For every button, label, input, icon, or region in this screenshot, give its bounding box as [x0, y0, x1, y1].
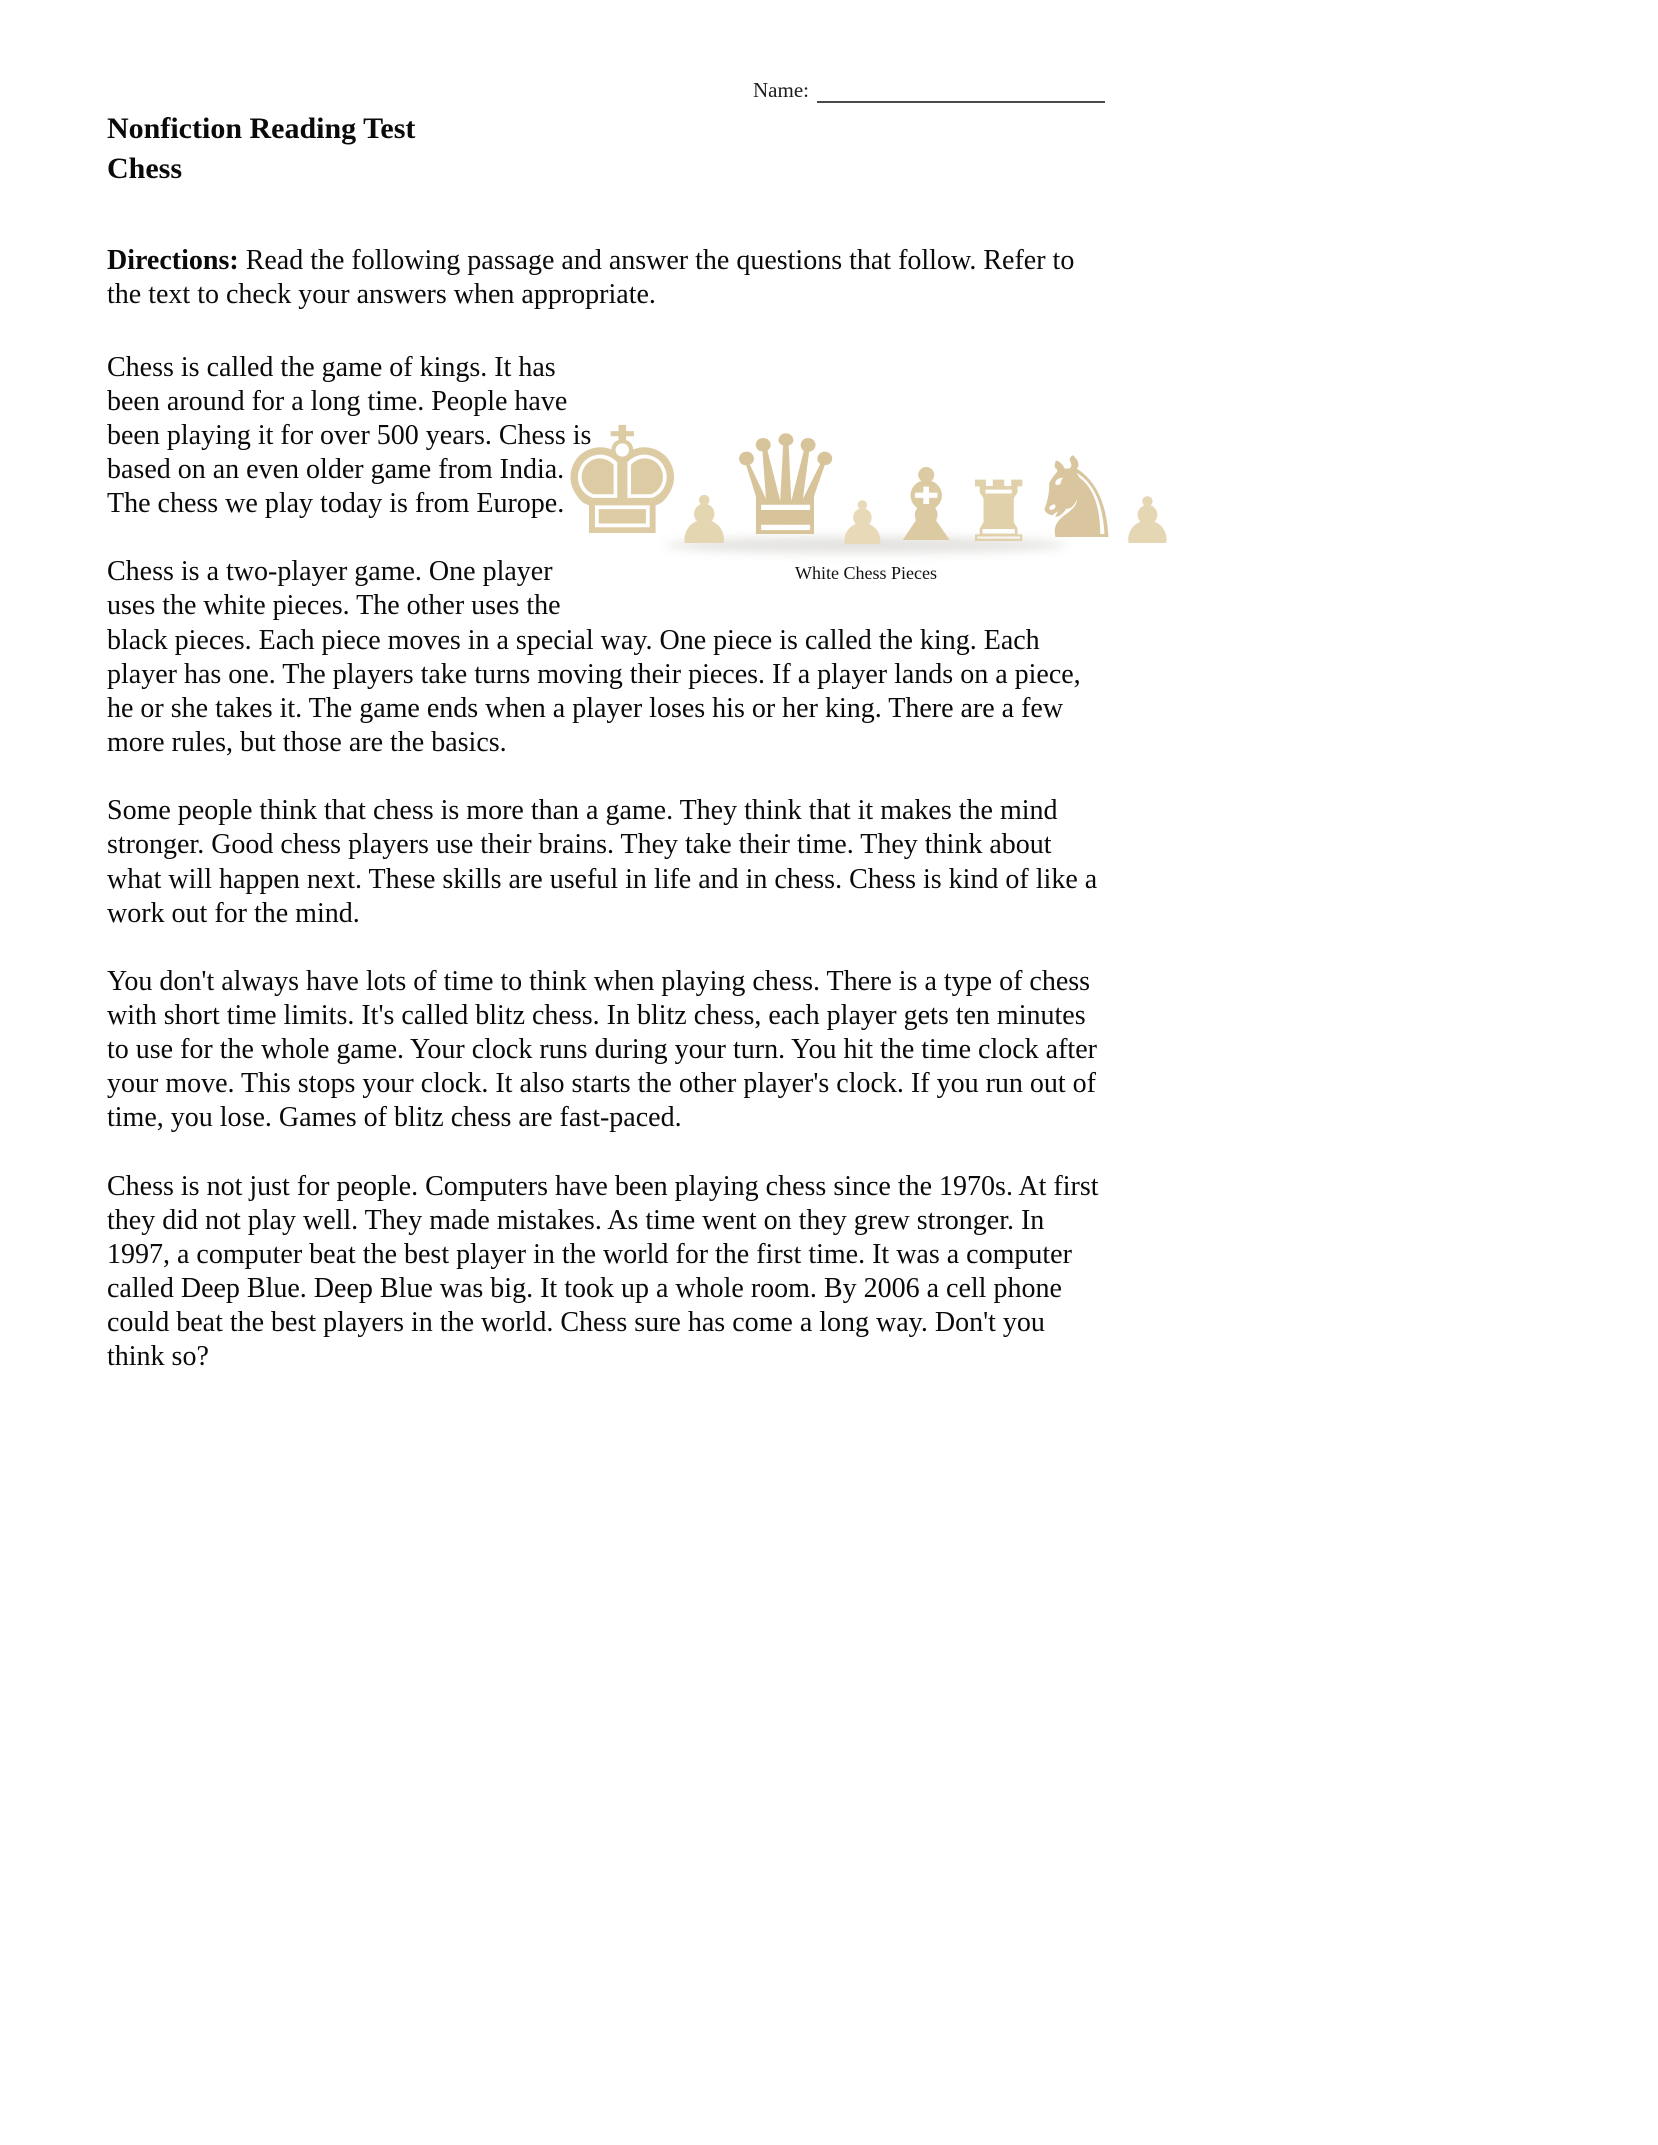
directions-text: Read the following passage and answer the questions that follow. Refer to the text to check your answers when appropriate.: [107, 245, 1075, 311]
directions: [107, 244, 1105, 312]
name-row: [107, 78, 1105, 103]
chess-piece-pawn-icon: ♟: [674, 481, 734, 559]
name-blank-line[interactable]: [817, 83, 1105, 103]
directions-label: Directions:: [107, 245, 239, 277]
title-line-2: Chess: [107, 151, 183, 185]
page-title: [107, 109, 1105, 188]
paragraph-3: Some people think that chess is more than a game. They think that it makes the mind stronger. Good chess players use their brains. They take their time. They think about what will happen next. These skills are useful in life and in chess. Chess is kind of like a work out for the mind.: [107, 795, 1098, 929]
figure-caption: White Chess Pieces: [795, 562, 937, 583]
chess-piece-queen-icon: ♛: [723, 406, 848, 568]
chess-piece-rook-icon: ♜: [960, 462, 1037, 561]
title-line-1: Nonfiction Reading Test: [107, 112, 416, 145]
chess-piece-pawn-icon: ♟: [835, 488, 890, 559]
name-label: Name:: [753, 78, 809, 102]
paragraph-5: Chess is not just for people. Computers have been playing chess since the 1970s. At first they did not play well. They made mistakes. As time went on they grew stronger. In 1997, a computer beat the best player in the world for the first time. It was a computer called Deep Blue. Deep Blue was big. It took up a whole room. By 2006 a cell phone could beat the best players in the world. Chess sure has come a long way. Don't you think so?: [107, 1170, 1099, 1373]
chess-pieces-image: [555, 357, 1177, 568]
worksheet-content: [107, 78, 1177, 1375]
chess-figure: [555, 357, 1177, 585]
chess-piece-king-icon: ♚: [555, 395, 689, 568]
paragraph-2: Chess is a two-player game. One player uses the white pieces. The other uses the black pieces. Each piece moves in a special way. One piece is called the king. Each player has one. The players take turns moving their pieces. If a player lands on a piece, he or she takes it. The game ends when a player loses his or her king. There are a few more rules, but those are the basics.: [107, 556, 1081, 759]
paragraph-1: Chess is called the game of kings. It has been around for a long time. People have been playing it for over 500 years. Chess is based on an even older game from India. The chess we play today is from Europe.: [107, 351, 592, 520]
chess-piece-bishop-icon: ♝: [881, 446, 971, 564]
chess-piece-knight-icon: ♞: [1026, 434, 1127, 565]
paragraph-4: You don't always have lots of time to think when playing chess. There is a type of chess with short time limits. It's called blitz chess. In blitz chess, each player gets ten minutes to use for the whole game. Your clock runs during your turn. You hit the time clock after your move. This stops your clock. It also starts the other player's clock. If you run out of time, you lose. Games of blitz chess are fast-paced.: [107, 965, 1097, 1134]
passage: [107, 351, 1177, 1375]
chess-piece-pawn-icon: ♟: [1118, 484, 1177, 559]
